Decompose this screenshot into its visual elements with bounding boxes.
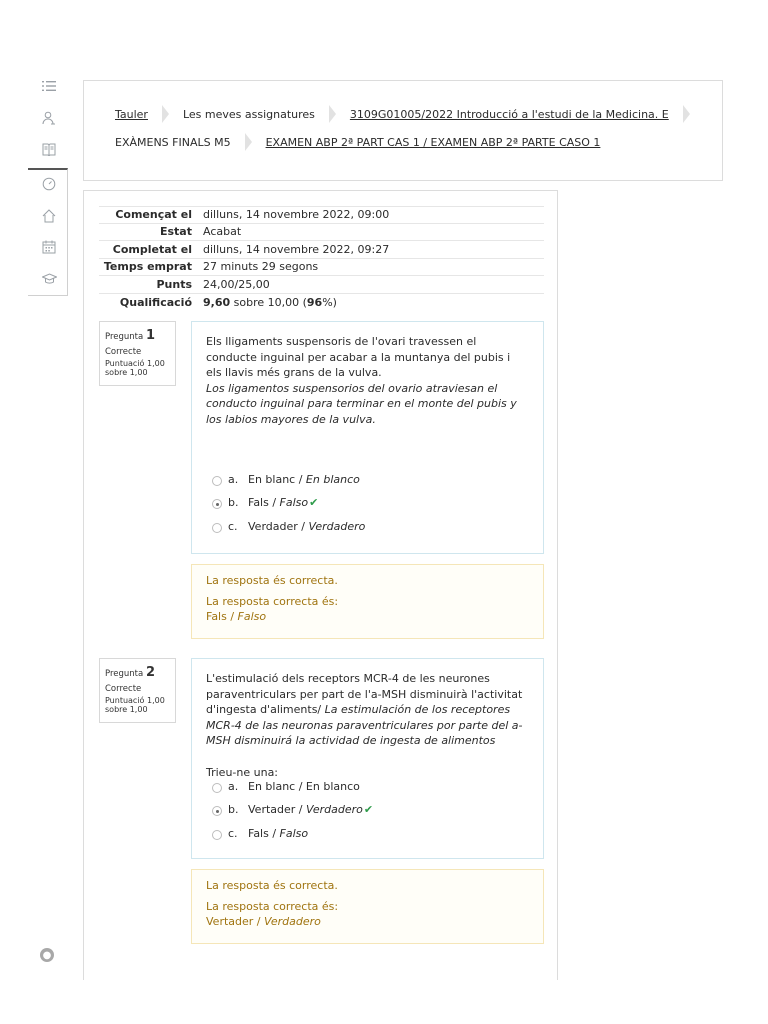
summary-label: Estat (159, 225, 192, 239)
list-icon[interactable] (41, 78, 57, 94)
breadcrumb-separator (162, 105, 169, 123)
grade-percent-suffix: %) (322, 295, 337, 309)
dashboard-icon[interactable] (41, 176, 57, 192)
feedback-text: La resposta és correcta. (206, 574, 338, 587)
radio-button[interactable] (212, 476, 222, 486)
summary-value: Acabat (203, 225, 242, 239)
option-text-translation: Falso (279, 496, 309, 509)
breadcrumb-item-my-courses: Les meves assignatures (182, 107, 315, 121)
option-text: Vertader / (248, 803, 306, 816)
attempt-summary-table (99, 206, 544, 311)
question-number: 2 (145, 665, 155, 680)
feedback-text: La resposta és correcta. (206, 879, 338, 892)
home-icon[interactable] (41, 208, 57, 224)
question-text-ca: L'estimulació dels receptors MCR-4 de les neurones paraventriculars per part de l'a-MSH disminuirà l'activitat d'ingesta d'aliments/ (206, 672, 523, 716)
answer-option[interactable] (212, 519, 365, 535)
option-letter: c. (228, 827, 238, 840)
radio-button-selected[interactable] (212, 499, 222, 509)
answer-option[interactable] (212, 826, 308, 842)
summary-row-marks (99, 276, 544, 294)
option-text: En blanc / (248, 473, 306, 486)
option-text: Fals / (248, 496, 280, 509)
summary-row-grade (99, 294, 544, 312)
option-text: Verdader / (248, 520, 309, 533)
summary-value: 24,00/25,00 (203, 277, 270, 291)
grades-book-icon[interactable] (41, 141, 57, 157)
option-text-translation: Falso (279, 827, 309, 840)
question-prompt: Trieu-ne una: (206, 765, 279, 779)
check-icon: ✔ (363, 803, 374, 816)
option-text-translation: Verdadero (308, 520, 366, 533)
summary-value: dilluns, 14 novembre 2022, 09:00 (203, 208, 390, 222)
summary-label: Temps emprat (103, 260, 192, 274)
summary-label: Punts (156, 277, 192, 291)
question-mark (105, 695, 170, 716)
right-answer-text: Vertader / (206, 915, 264, 928)
option-letter: b. (228, 496, 239, 509)
option-text-translation: Verdadero (306, 803, 363, 816)
grade-out-of: sobre 10,00 ( (230, 295, 307, 309)
summary-value: 27 minuts 29 segons (203, 260, 319, 274)
option-text: En blanc / En blanco (248, 780, 360, 793)
right-answer (206, 609, 529, 624)
accessibility-icon[interactable]: ● (40, 948, 54, 962)
right-answer (206, 914, 529, 929)
option-letter: b. (228, 803, 239, 816)
quiz-review-panel (83, 190, 558, 980)
option-letter: a. (228, 473, 239, 486)
answer-option-selected[interactable] (212, 802, 373, 818)
question-mark-line: sobre 1,00 (105, 368, 148, 378)
radio-button-selected[interactable] (212, 806, 222, 816)
option-text-translation: En blanco (305, 473, 360, 486)
option-letter: a. (228, 780, 239, 793)
answer-option-selected[interactable] (212, 495, 318, 511)
question-text-es (206, 381, 529, 428)
summary-row-started (99, 206, 544, 224)
right-answer-translation: Verdadero (264, 915, 321, 928)
question-mark-line: sobre 1,00 (105, 705, 148, 715)
grade-value: 9,60 (203, 295, 231, 309)
answer-option[interactable] (212, 779, 360, 795)
question-info (99, 658, 176, 723)
right-answer-translation: Falso (237, 610, 267, 623)
breadcrumb (83, 80, 723, 181)
question-text-translation: La estimulación de los receptores MCR-4 de las neuronas paraventriculares por parte del a-MSH disminuirá la actividad de ingesta de alimentos (206, 703, 523, 747)
question-label: Pregunta (105, 332, 144, 342)
question-text: Els lligaments suspensoris de l'ovari travessen el conducte inguinal per acabar a la muntanya del pubis i els llavis més grans de la vulva. (206, 335, 511, 379)
question-number: 1 (145, 328, 155, 343)
summary-row-state (99, 224, 544, 242)
right-answer-label: La resposta correcta és: (206, 595, 339, 608)
right-answer-text: Fals / (206, 610, 238, 623)
question-state: Correcte (105, 346, 142, 357)
check-icon: ✔ (309, 496, 319, 509)
option-text: Fals / (248, 827, 280, 840)
breadcrumb-link-quiz[interactable]: EXAMEN ABP 2ª PART CAS 1 / EXAMEN ABP 2ª PARTE CASO 1 (265, 135, 601, 149)
summary-row-completed (99, 241, 544, 259)
summary-label: Completat el (112, 242, 192, 256)
question-mark-line: Puntuació 1,00 (105, 359, 165, 369)
question-text-translation: Los ligamentos suspensorios del ovario atraviesan el conducto inguinal para terminar en el monte del pubis y los labios mayores de la vulva. (206, 381, 517, 426)
question-content (191, 658, 544, 859)
radio-button[interactable] (212, 783, 222, 793)
participants-icon[interactable] (41, 110, 57, 126)
feedback-box (191, 869, 544, 944)
summary-value: dilluns, 14 novembre 2022, 09:27 (203, 242, 390, 256)
summary-value (203, 296, 544, 309)
summary-row-time-taken (99, 259, 544, 277)
breadcrumb-separator (329, 105, 336, 123)
question-label: Pregunta (105, 669, 144, 679)
question-text (206, 671, 529, 749)
calendar-icon[interactable] (41, 239, 57, 255)
question-mark (105, 358, 170, 379)
radio-button[interactable] (212, 830, 222, 840)
courses-icon[interactable] (41, 271, 57, 287)
breadcrumb-separator (683, 105, 690, 123)
right-answer-label: La resposta correcta és: (206, 900, 339, 913)
question-state: Correcte (105, 683, 142, 694)
breadcrumb-link-dashboard[interactable]: Tauler (115, 107, 148, 121)
feedback-box (191, 564, 544, 639)
question-mark-line: Puntuació 1,00 (105, 696, 165, 706)
answer-option[interactable] (212, 472, 360, 488)
option-letter: c. (228, 520, 238, 533)
breadcrumb-separator (245, 133, 252, 151)
breadcrumb-item-section: EXÀMENS FINALS M5 (115, 135, 231, 149)
summary-label: Començat el (115, 208, 192, 222)
grade-percent: 96 (306, 295, 323, 309)
question-content (191, 321, 544, 554)
question-info (99, 321, 176, 386)
summary-label: Qualificació (119, 295, 192, 309)
breadcrumb-link-course[interactable]: 3109G01005/2022 Introducció a l'estudi de la Medicina. E (349, 107, 669, 121)
radio-button[interactable] (212, 523, 222, 533)
